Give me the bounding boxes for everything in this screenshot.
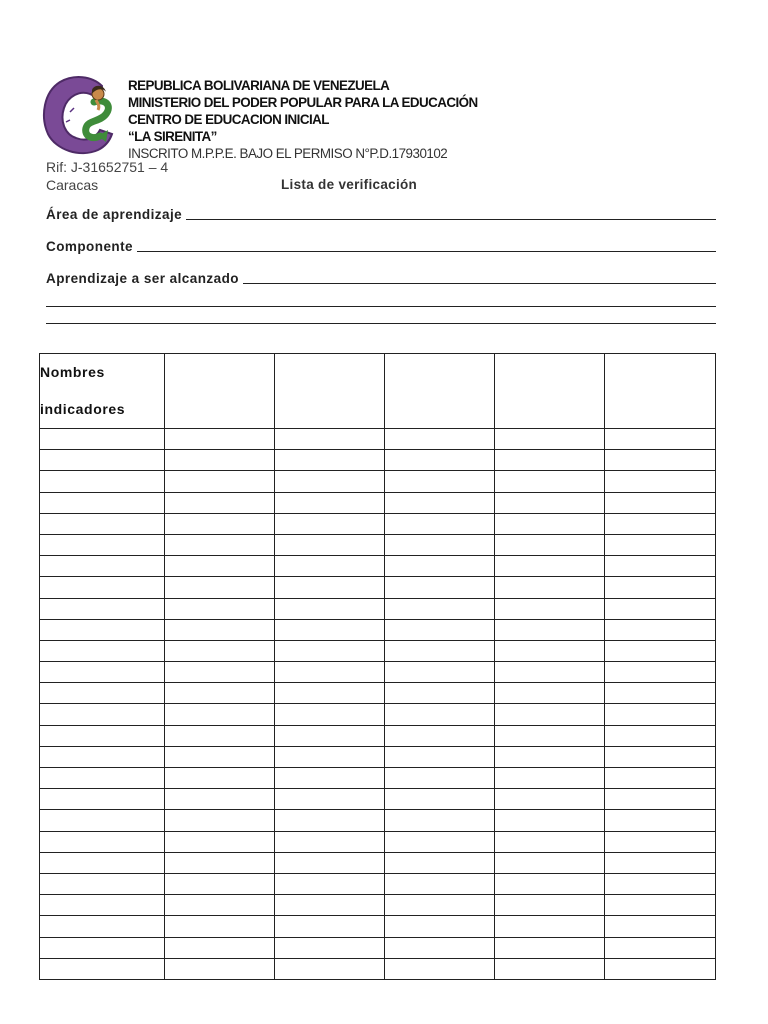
- indicator-cell[interactable]: [605, 662, 716, 683]
- indicator-cell[interactable]: [495, 831, 605, 852]
- indicator-cell[interactable]: [385, 577, 495, 598]
- indicator-cell[interactable]: [385, 895, 495, 916]
- indicator-cell[interactable]: [275, 534, 385, 555]
- student-name-cell[interactable]: [40, 937, 165, 958]
- indicator-cell[interactable]: [495, 895, 605, 916]
- indicator-cell[interactable]: [495, 640, 605, 661]
- indicator-cell[interactable]: [165, 704, 275, 725]
- indicator-cell[interactable]: [495, 916, 605, 937]
- student-name-cell[interactable]: [40, 895, 165, 916]
- indicator-cell[interactable]: [495, 577, 605, 598]
- table-row: [40, 492, 716, 513]
- blank-line-1[interactable]: [46, 306, 716, 307]
- component-field[interactable]: [46, 239, 716, 254]
- indicator-cell[interactable]: [495, 704, 605, 725]
- indicator-cell[interactable]: [275, 450, 385, 471]
- indicator-cell[interactable]: [495, 556, 605, 577]
- indicator-cell[interactable]: [495, 492, 605, 513]
- table-row: [40, 895, 716, 916]
- table-row: [40, 429, 716, 450]
- table-row: [40, 513, 716, 534]
- indicator-cell[interactable]: [275, 683, 385, 704]
- table-row: [40, 916, 716, 937]
- indicator-cell[interactable]: [165, 768, 275, 789]
- indicator-cell[interactable]: [605, 492, 716, 513]
- indicator-cell[interactable]: [275, 704, 385, 725]
- component-line[interactable]: [137, 239, 716, 252]
- student-name-cell[interactable]: [40, 471, 165, 492]
- learning-area-line[interactable]: [186, 207, 716, 220]
- indicator-cell[interactable]: [385, 556, 495, 577]
- table-row: [40, 810, 716, 831]
- indicator-cell[interactable]: [385, 619, 495, 640]
- indicator-cell[interactable]: [605, 429, 716, 450]
- table-row: [40, 725, 716, 746]
- indicator-cell[interactable]: [165, 450, 275, 471]
- indicator-cell[interactable]: [165, 556, 275, 577]
- indicator-cell[interactable]: [605, 471, 716, 492]
- table-row: [40, 958, 716, 979]
- table-header-row: [40, 354, 716, 429]
- indicator-cell[interactable]: [275, 852, 385, 873]
- table-row: [40, 852, 716, 873]
- indicator-cell[interactable]: [605, 704, 716, 725]
- indicator-cell[interactable]: [605, 831, 716, 852]
- indicator-cell[interactable]: [385, 598, 495, 619]
- indicator-cell[interactable]: [385, 958, 495, 979]
- indicator-cell[interactable]: [165, 492, 275, 513]
- header-names-label: Nombres: [40, 364, 105, 380]
- student-name-cell[interactable]: [40, 429, 165, 450]
- indicator-cell[interactable]: [385, 534, 495, 555]
- table-row: [40, 619, 716, 640]
- indicator-cell[interactable]: [605, 577, 716, 598]
- indicator-cell[interactable]: [385, 937, 495, 958]
- indicator-cell[interactable]: [495, 598, 605, 619]
- indicator-cell[interactable]: [165, 873, 275, 894]
- table-row: [40, 662, 716, 683]
- indicator-cell[interactable]: [275, 513, 385, 534]
- indicator-cell[interactable]: [165, 852, 275, 873]
- indicator-cell[interactable]: [495, 725, 605, 746]
- indicator-cell[interactable]: [605, 958, 716, 979]
- indicator-cell[interactable]: [385, 662, 495, 683]
- indicator-cell[interactable]: [165, 937, 275, 958]
- institution-header: [128, 77, 478, 162]
- indicator-cell[interactable]: [495, 619, 605, 640]
- indicator-cell[interactable]: [605, 768, 716, 789]
- indicator-cell[interactable]: [605, 895, 716, 916]
- indicator-cell[interactable]: [275, 937, 385, 958]
- learning-area-label: Área de aprendizaje: [46, 207, 183, 222]
- indicator-cell[interactable]: [605, 916, 716, 937]
- indicator-cell[interactable]: [605, 598, 716, 619]
- registration-line: INSCRITO M.P.P.E. BAJO EL PERMISO N°P.D.17930102: [128, 146, 448, 161]
- indicator-cell[interactable]: [605, 852, 716, 873]
- page-title: Lista de verificación: [281, 177, 418, 192]
- rif-number: Rif: J-31652751 – 4: [46, 159, 169, 175]
- indicator-cell[interactable]: [165, 513, 275, 534]
- indicator-cell[interactable]: [385, 492, 495, 513]
- indicator-cell[interactable]: [605, 873, 716, 894]
- indicator-cell[interactable]: [165, 429, 275, 450]
- learning-goal-field[interactable]: [46, 271, 716, 286]
- indicator-cell[interactable]: [385, 513, 495, 534]
- indicator-header-cell[interactable]: [165, 354, 275, 429]
- indicator-cell[interactable]: [165, 662, 275, 683]
- table-row: [40, 873, 716, 894]
- indicator-cell[interactable]: [495, 429, 605, 450]
- indicator-header-cell[interactable]: [605, 354, 716, 429]
- indicator-cell[interactable]: [385, 873, 495, 894]
- indicator-cell[interactable]: [165, 831, 275, 852]
- indicator-cell[interactable]: [275, 577, 385, 598]
- indicator-cell[interactable]: [165, 746, 275, 767]
- student-name-cell[interactable]: [40, 810, 165, 831]
- table-row: [40, 471, 716, 492]
- indicator-cell[interactable]: [605, 534, 716, 555]
- indicator-cell[interactable]: [385, 471, 495, 492]
- indicator-cell[interactable]: [385, 429, 495, 450]
- table-row: [40, 937, 716, 958]
- indicator-header-cell[interactable]: [275, 354, 385, 429]
- indicator-cell[interactable]: [605, 937, 716, 958]
- table-row: [40, 450, 716, 471]
- indicator-cell[interactable]: [165, 619, 275, 640]
- indicator-cell[interactable]: [605, 640, 716, 661]
- student-name-cell[interactable]: [40, 916, 165, 937]
- indicator-cell[interactable]: [605, 683, 716, 704]
- table-row: [40, 640, 716, 661]
- student-name-cell[interactable]: [40, 746, 165, 767]
- indicator-cell[interactable]: [275, 768, 385, 789]
- table-row: [40, 768, 716, 789]
- student-name-cell[interactable]: [40, 789, 165, 810]
- indicator-cell[interactable]: [605, 725, 716, 746]
- indicator-header-cell[interactable]: [495, 354, 605, 429]
- indicator-cell[interactable]: [275, 958, 385, 979]
- indicator-cell[interactable]: [165, 958, 275, 979]
- student-name-cell[interactable]: [40, 534, 165, 555]
- indicator-cell[interactable]: [385, 725, 495, 746]
- indicator-cell[interactable]: [385, 704, 495, 725]
- component-label: Componente: [46, 239, 133, 254]
- student-name-cell[interactable]: [40, 619, 165, 640]
- indicator-cell[interactable]: [495, 534, 605, 555]
- table-row: [40, 831, 716, 852]
- indicator-cell[interactable]: [275, 662, 385, 683]
- indicator-cell[interactable]: [605, 810, 716, 831]
- indicator-cell[interactable]: [605, 746, 716, 767]
- table-row: [40, 683, 716, 704]
- indicator-cell[interactable]: [495, 662, 605, 683]
- student-name-cell[interactable]: [40, 683, 165, 704]
- student-name-cell[interactable]: [40, 725, 165, 746]
- indicator-cell[interactable]: [275, 471, 385, 492]
- checklist-table: [39, 353, 716, 980]
- student-name-cell[interactable]: [40, 704, 165, 725]
- table-row: [40, 704, 716, 725]
- indicator-cell[interactable]: [385, 640, 495, 661]
- indicator-cell[interactable]: [275, 916, 385, 937]
- indicator-cell[interactable]: [385, 852, 495, 873]
- indicator-cell[interactable]: [385, 810, 495, 831]
- indicator-cell[interactable]: [165, 810, 275, 831]
- student-name-cell[interactable]: [40, 450, 165, 471]
- school-logo: [40, 72, 120, 156]
- indicator-cell[interactable]: [165, 916, 275, 937]
- indicator-cell[interactable]: [385, 916, 495, 937]
- indicator-cell[interactable]: [165, 683, 275, 704]
- indicator-cell[interactable]: [495, 471, 605, 492]
- table-row: [40, 577, 716, 598]
- school-name: “LA SIRENITA”: [128, 129, 217, 144]
- student-name-cell[interactable]: [40, 598, 165, 619]
- indicator-cell[interactable]: [385, 746, 495, 767]
- student-name-cell[interactable]: [40, 577, 165, 598]
- indicator-cell[interactable]: [495, 789, 605, 810]
- indicator-cell[interactable]: [165, 789, 275, 810]
- indicator-cell[interactable]: [165, 577, 275, 598]
- indicator-cell[interactable]: [385, 768, 495, 789]
- student-name-cell[interactable]: [40, 873, 165, 894]
- indicator-header-cell[interactable]: [385, 354, 495, 429]
- indicator-cell[interactable]: [495, 810, 605, 831]
- table-row: [40, 534, 716, 555]
- indicator-cell[interactable]: [275, 725, 385, 746]
- student-name-cell[interactable]: [40, 768, 165, 789]
- indicator-cell[interactable]: [275, 640, 385, 661]
- indicator-cell[interactable]: [275, 810, 385, 831]
- indicator-cell[interactable]: [385, 450, 495, 471]
- indicator-cell[interactable]: [495, 513, 605, 534]
- header-names-indicators-cell: [40, 354, 165, 429]
- ministry-line: MINISTERIO DEL PODER POPULAR PARA LA EDUCACIÓN: [128, 95, 478, 110]
- student-name-cell[interactable]: [40, 492, 165, 513]
- student-name-cell[interactable]: [40, 640, 165, 661]
- indicator-cell[interactable]: [275, 873, 385, 894]
- indicator-cell[interactable]: [275, 619, 385, 640]
- learning-goal-label: Aprendizaje a ser alcanzado: [46, 271, 239, 286]
- blank-line-2[interactable]: [46, 323, 716, 324]
- learning-goal-line[interactable]: [243, 271, 716, 284]
- indicator-cell[interactable]: [495, 852, 605, 873]
- indicator-cell[interactable]: [495, 958, 605, 979]
- center-line: CENTRO DE EDUCACION INICIAL: [128, 112, 329, 127]
- table-row: [40, 789, 716, 810]
- indicator-cell[interactable]: [605, 789, 716, 810]
- table-row: [40, 556, 716, 577]
- indicator-cell[interactable]: [495, 683, 605, 704]
- indicator-cell[interactable]: [495, 768, 605, 789]
- indicator-cell[interactable]: [165, 534, 275, 555]
- indicator-cell[interactable]: [495, 450, 605, 471]
- indicator-cell[interactable]: [385, 831, 495, 852]
- indicator-cell[interactable]: [275, 746, 385, 767]
- indicator-cell[interactable]: [275, 556, 385, 577]
- indicator-cell[interactable]: [165, 640, 275, 661]
- learning-area-field[interactable]: [46, 207, 716, 222]
- indicator-cell[interactable]: [495, 937, 605, 958]
- indicator-cell[interactable]: [495, 873, 605, 894]
- indicator-cell[interactable]: [605, 619, 716, 640]
- table-row: [40, 746, 716, 767]
- indicator-cell[interactable]: [165, 895, 275, 916]
- indicator-cell[interactable]: [165, 725, 275, 746]
- indicator-cell[interactable]: [275, 598, 385, 619]
- indicator-cell[interactable]: [165, 598, 275, 619]
- indicator-cell[interactable]: [275, 789, 385, 810]
- indicator-cell[interactable]: [275, 895, 385, 916]
- republic-line: REPUBLICA BOLIVARIANA DE VENEZUELA: [128, 78, 390, 93]
- indicator-cell[interactable]: [385, 683, 495, 704]
- header-indicators-label: indicadores: [40, 401, 126, 417]
- indicator-cell[interactable]: [165, 471, 275, 492]
- student-name-cell[interactable]: [40, 556, 165, 577]
- indicator-cell[interactable]: [275, 429, 385, 450]
- indicator-cell[interactable]: [605, 513, 716, 534]
- student-name-cell[interactable]: [40, 852, 165, 873]
- indicator-cell[interactable]: [275, 492, 385, 513]
- table-row: [40, 598, 716, 619]
- student-name-cell[interactable]: [40, 958, 165, 979]
- indicator-cell[interactable]: [605, 450, 716, 471]
- indicator-cell[interactable]: [385, 789, 495, 810]
- student-name-cell[interactable]: [40, 513, 165, 534]
- indicator-cell[interactable]: [275, 831, 385, 852]
- indicator-cell[interactable]: [495, 746, 605, 767]
- student-name-cell[interactable]: [40, 831, 165, 852]
- student-name-cell[interactable]: [40, 662, 165, 683]
- city-label: Caracas: [46, 177, 99, 193]
- indicator-cell[interactable]: [605, 556, 716, 577]
